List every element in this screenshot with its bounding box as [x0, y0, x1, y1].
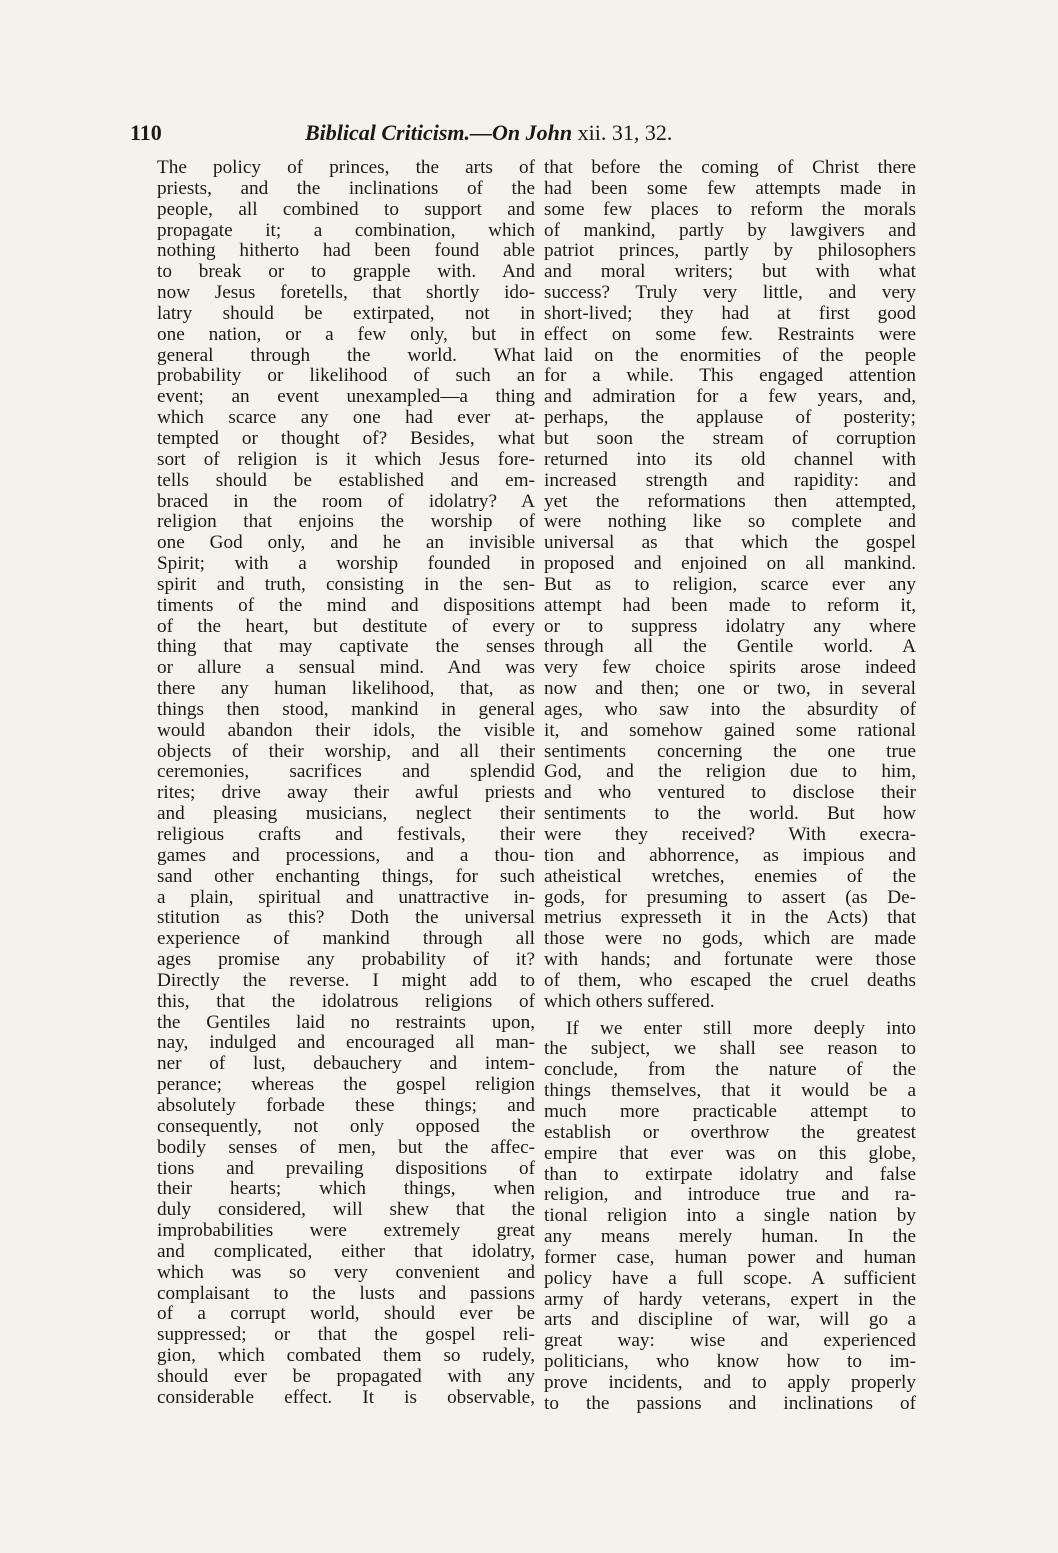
text-line: with hands; and fortunate were those — [544, 950, 916, 971]
text-line: much more practicable attempt to — [544, 1101, 916, 1122]
text-line: duly considered, will shew that the — [157, 1200, 535, 1221]
text-line: now and then; one or two, in several — [544, 679, 916, 700]
text-line: objects of their worship, and all their — [157, 741, 535, 762]
text-line: experience of mankind through all — [157, 929, 535, 950]
text-line: people, all combined to support and — [157, 199, 535, 220]
text-line: of them, who escaped the cruel deaths — [544, 970, 916, 991]
text-line: were nothing like so complete and — [544, 512, 916, 533]
text-line: were they received? With execra- — [544, 825, 916, 845]
text-line: effect on some few. Restraints were — [544, 324, 916, 345]
text-line: establish or overthrow the greatest — [544, 1122, 916, 1143]
text-line: policy have a full scope. A sufficient — [544, 1268, 916, 1289]
text-line: and moral writers; but with what — [544, 262, 916, 283]
text-line: spirit and truth, consisting in the sen- — [157, 574, 535, 595]
text-line: empire that ever was on this globe, — [544, 1143, 916, 1164]
text-line: for a while. This engaged attention — [544, 366, 916, 387]
text-line: But as to religion, scarce ever any — [544, 574, 916, 595]
text-line: proposed and enjoined on all mankind. — [544, 554, 916, 575]
text-line: tion and abhorrence, as impious and — [544, 845, 916, 866]
running-title-reference: xii. 31, 32. — [572, 120, 673, 145]
text-line: very few choice spirits arose indeed — [544, 658, 916, 679]
text-line: and complicated, either that idolatry, — [157, 1241, 535, 1262]
text-line: and who ventured to disclose their — [544, 783, 916, 804]
text-line: things themselves, that it would be a — [544, 1081, 916, 1102]
text-line: atheistical wretches, enemies of the — [544, 866, 916, 887]
text-line: to break or to grapple with. And — [157, 262, 535, 283]
text-line: of a corrupt world, should ever be — [157, 1304, 535, 1325]
text-line: nothing hitherto had been found able — [157, 241, 535, 262]
text-line: any means merely human. In the — [544, 1227, 916, 1248]
text-line: the subject, we shall see reason to — [544, 1039, 916, 1060]
page-header — [120, 120, 920, 156]
text-line: great way: wise and experienced — [544, 1331, 916, 1352]
text-line: event; an event unexampled—a thing — [157, 387, 535, 408]
text-line: the Gentiles laid no restraints upon, — [157, 1012, 535, 1033]
text-line: gion, which combated them so rudely, — [157, 1346, 535, 1367]
text-line: absolutely forbade these things; and — [157, 1095, 535, 1116]
text-line: there any human likelihood, that, as — [157, 679, 535, 700]
text-line: which others suffered. — [544, 991, 715, 1012]
text-line: Directly the reverse. I might add to — [157, 970, 535, 991]
text-line: one God only, and he an invisible — [157, 533, 535, 554]
text-line: than to extirpate idolatry and false — [544, 1164, 916, 1185]
text-line: ceremonies, sacrifices and splendid — [157, 762, 535, 783]
text-line: and admiration for a few years, and, — [544, 387, 916, 408]
text-line: should ever be propagated with any — [157, 1366, 535, 1387]
text-line: or to suppress idolatry any where — [544, 616, 916, 637]
text-line: but soon the stream of corruption — [544, 428, 916, 449]
text-line: and pleasing musicians, neglect their — [157, 804, 535, 825]
text-line: stitution as this? Doth the universal — [157, 908, 535, 929]
text-line: nay, indulged and encouraged all man- — [157, 1033, 535, 1054]
text-line: ner of lust, debauchery and intem- — [157, 1054, 535, 1075]
text-line: considerable effect. It is observable, — [157, 1387, 535, 1408]
text-line: one nation, or a few only, but in — [157, 324, 535, 345]
text-line: conclude, from the nature of the — [544, 1060, 916, 1081]
text-line: If we enter still more deeply into — [566, 1018, 916, 1039]
text-line: which was so very convenient and — [157, 1262, 535, 1283]
text-line: some few places to reform the morals — [544, 199, 916, 220]
text-line: improbabilities were extremely great — [157, 1221, 535, 1242]
text-line: tempted or thought of? Besides, what — [157, 428, 535, 449]
text-line: perhaps, the applause of posterity; — [544, 408, 916, 429]
text-line: now Jesus foretells, that shortly ido- — [157, 283, 535, 304]
text-line: yet the reformations then attempted, — [544, 491, 916, 512]
text-line: politicians, who know how to im- — [544, 1352, 916, 1373]
text-line: propagate it; a combination, which — [157, 220, 535, 241]
text-line: latry should be extirpated, not in — [157, 303, 535, 324]
text-line: priests, and the inclinations of the — [157, 178, 535, 199]
text-line: of the heart, but destitute of every — [157, 616, 535, 637]
text-line: laid on the enormities of the people — [544, 345, 916, 366]
text-line: former case, human power and human — [544, 1247, 916, 1268]
text-line: universal as that which the gospel — [544, 533, 916, 554]
right-column — [544, 158, 916, 1415]
text-line: increased strength and rapidity: and — [544, 470, 916, 491]
text-line: their hearts; which things, when — [157, 1179, 535, 1200]
text-line: probability or likelihood of such an — [157, 366, 535, 387]
text-line: God, and the religion due to him, — [544, 762, 916, 783]
text-line: tional religion into a single nation by — [544, 1206, 916, 1227]
page-number: 110 — [130, 120, 162, 145]
text-line: suppressed; or that the gospel reli- — [157, 1325, 535, 1346]
text-line: arts and discipline of war, will go a — [544, 1310, 916, 1331]
text-line: sort of religion is it which Jesus fore- — [157, 449, 535, 470]
text-line: complaisant to the lusts and passions — [157, 1283, 535, 1304]
text-line: games and processions, and a thou- — [157, 845, 535, 866]
text-line: sentiments to the world. But how — [544, 804, 916, 825]
text-line: rites; drive away their awful priests — [157, 783, 535, 804]
text-line: which scarce any one had ever at- — [157, 408, 535, 429]
text-line: religion, and introduce true and ra- — [544, 1185, 916, 1206]
paragraph-1 — [544, 158, 916, 1013]
text-line: consequently, not only opposed the — [157, 1116, 535, 1137]
text-line: thing that may captivate the senses — [157, 637, 535, 658]
running-title-italic: Biblical Criticism.—On John — [305, 120, 573, 145]
text-line: attempt had been made to reform it, — [544, 595, 916, 616]
text-line: returned into its old channel with — [544, 449, 916, 470]
text-line: bodily senses of men, but the affec- — [157, 1137, 535, 1158]
text-line: timents of the mind and dispositions — [157, 595, 535, 616]
text-line: that before the coming of Christ there — [544, 158, 916, 178]
text-line: army of hardy veterans, expert in the — [544, 1289, 916, 1310]
text-line: a plain, spiritual and unattractive in- — [157, 887, 535, 908]
text-line: to the passions and inclinations of — [544, 1393, 916, 1414]
text-line: sand other enchanting things, for such — [157, 866, 535, 887]
text-line: ages, who saw into the absurdity of — [544, 699, 916, 720]
left-column — [157, 158, 535, 1409]
text-line: perance; whereas the gospel religion — [157, 1075, 535, 1096]
text-line: religion that enjoins the worship of — [157, 512, 535, 533]
text-line: Spirit; with a worship founded in — [157, 554, 535, 575]
text-line: success? Truly very little, and very — [544, 283, 916, 304]
text-line: patriot princes, partly by philosophers — [544, 241, 916, 262]
text-line: would abandon their idols, the visible — [157, 720, 535, 741]
text-line: gods, for presuming to assert (as De- — [544, 887, 916, 908]
text-line: ages promise any probability of it? — [157, 950, 535, 971]
text-line: general through the world. What — [157, 345, 535, 366]
text-line: braced in the room of idolatry? A — [157, 491, 535, 512]
text-line: religious crafts and festivals, their — [157, 825, 535, 845]
text-line: it, and somehow gained some rational — [544, 720, 916, 741]
text-line: or allure a sensual mind. And was — [157, 658, 535, 679]
text-line: tells should be established and em- — [157, 470, 535, 491]
text-line: things then stood, mankind in general — [157, 699, 535, 720]
text-line: tions and prevailing dispositions of — [157, 1158, 535, 1179]
text-line: prove incidents, and to apply properly — [544, 1372, 916, 1393]
paragraph-2 — [544, 1019, 916, 1415]
text-line: short-lived; they had at first good — [544, 303, 916, 324]
text-line: through all the Gentile world. A — [544, 637, 916, 658]
running-title — [305, 120, 672, 146]
text-line: The policy of princes, the arts of — [157, 158, 535, 178]
text-line: metrius expresseth it in the Acts) that — [544, 908, 916, 929]
text-line: sentiments concerning the one true — [544, 741, 916, 762]
text-line: those were no gods, which are made — [544, 929, 916, 950]
text-line: had been some few attempts made in — [544, 178, 916, 199]
text-line: this, that the idolatrous religions of — [157, 991, 535, 1012]
text-line: of mankind, partly by lawgivers and — [544, 220, 916, 241]
